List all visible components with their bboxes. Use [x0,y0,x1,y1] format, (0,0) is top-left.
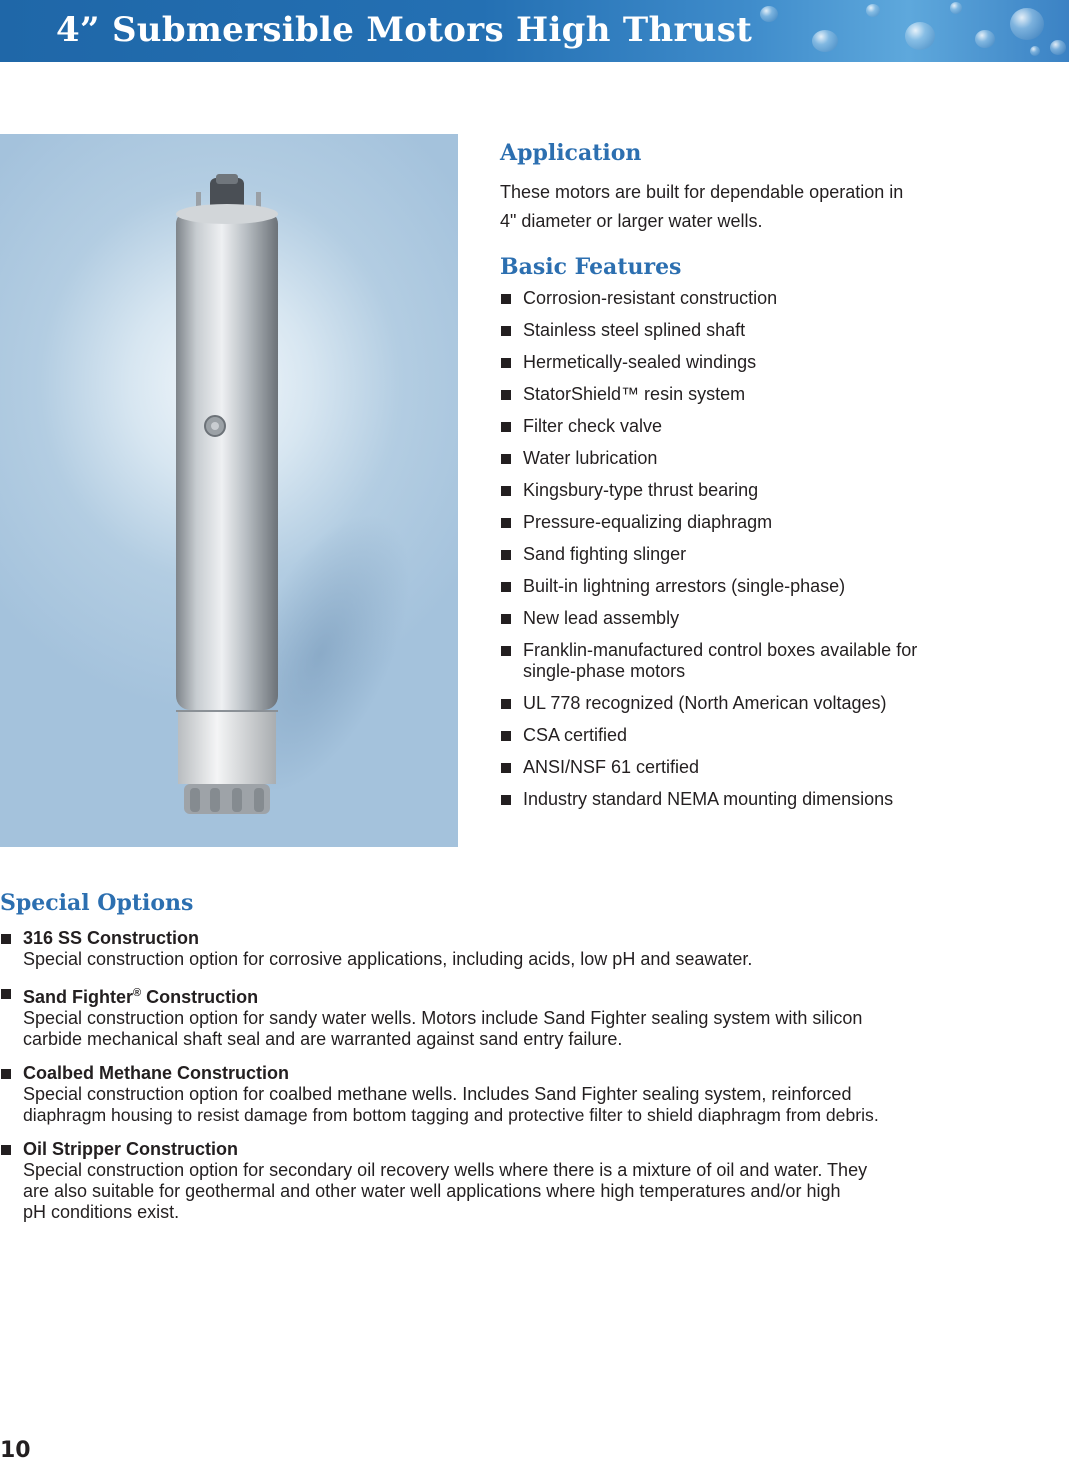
bullet-square-icon [1,1145,11,1155]
bullet-square-icon [501,518,511,528]
submersible-motor-icon [0,134,458,847]
bullet-square-icon [501,486,511,496]
list-item: Water lubrication [500,448,917,469]
bullet-square-icon [1,1069,11,1079]
application-heading: Application [500,140,642,166]
features-list [500,288,917,821]
list-item: UL 778 recognized (North American voltages) [500,693,917,714]
list-item: Stainless steel splined shaft [500,320,917,341]
header-band [0,0,1069,62]
list-item: Built-in lightning arrestors (single-phase) [500,576,917,597]
option-title: 316 SS Construction [23,928,200,948]
list-item: ANSI/NSF 61 certified [500,757,917,778]
bullet-square-icon [501,326,511,336]
page-number: 10 [0,1438,31,1463]
water-droplet-decoration [1030,46,1040,56]
list-item: CSA certified [500,725,917,746]
water-droplet-decoration [905,22,935,50]
list-item: Coalbed Methane Construction Special construction option for coalbed methane wells. Includes Sand Fighter sealing system, reinforced diaphragm housing to resist damage from bottom tagging and protective filter to shield diaphragm from debris. [0,1063,1069,1126]
special-options-heading: Special Options [0,890,194,916]
bullet-square-icon [501,550,511,560]
list-item: Sand Fighter® Construction Special construction option for sandy water wells. Motors include Sand Fighter sealing system with silicon carbide mechanical shaft seal and are warranted against sand entry failure. [0,983,1069,1050]
bullet-square-icon [1,934,11,944]
list-item: Pressure-equalizing diaphragm [500,512,917,533]
list-item: StatorShield™ resin system [500,384,917,405]
list-item: Franklin-manufactured control boxes available for single-phase motors [500,640,917,682]
application-line-1: These motors are built for dependable operation in [500,182,904,202]
bullet-square-icon [501,582,511,592]
list-item: Kingsbury-type thrust bearing [500,480,917,501]
list-item: Filter check valve [500,416,917,437]
list-item: Corrosion-resistant construction [500,288,917,309]
water-droplet-decoration [950,2,962,14]
bullet-square-icon [501,614,511,624]
water-droplet-decoration [975,30,995,48]
bullet-square-icon [501,646,511,656]
water-droplet-decoration [1010,8,1044,40]
bullet-square-icon [501,390,511,400]
water-droplet-decoration [1050,40,1066,55]
application-text [500,178,903,236]
bullet-square-icon [1,989,11,999]
application-line-2: 4" diameter or larger water wells. [500,211,763,231]
page-title: 4” Submersible Motors High Thrust [56,10,753,50]
bullet-square-icon [501,422,511,432]
water-droplet-decoration [760,6,778,22]
water-droplet-decoration [812,30,838,52]
list-item: Sand fighting slinger [500,544,917,565]
water-droplet-decoration [866,4,880,17]
bullet-square-icon [501,763,511,773]
bullet-square-icon [501,731,511,741]
bullet-square-icon [501,294,511,304]
basic-features-heading: Basic Features [500,254,682,280]
option-title: Oil Stripper Construction [23,1139,239,1159]
special-options-list [0,928,1069,1236]
list-item: Hermetically-sealed windings [500,352,917,373]
bullet-square-icon [501,795,511,805]
option-title: Sand Fighter® Construction [23,987,259,1007]
option-title: Coalbed Methane Construction [23,1063,290,1083]
list-item: 316 SS Construction Special construction option for corrosive applications, including acids, low pH and seawater. [0,928,1069,970]
bullet-square-icon [501,454,511,464]
list-item: Oil Stripper Construction Special construction option for secondary oil recovery wells where there is a mixture of oil and water. They are also suitable for geothermal and other water well applications where high temperatures and/or high pH conditions exist. [0,1139,1069,1223]
bullet-square-icon [501,358,511,368]
product-photo [0,134,458,847]
list-item: New lead assembly [500,608,917,629]
bullet-square-icon [501,699,511,709]
list-item: Industry standard NEMA mounting dimensions [500,789,917,810]
